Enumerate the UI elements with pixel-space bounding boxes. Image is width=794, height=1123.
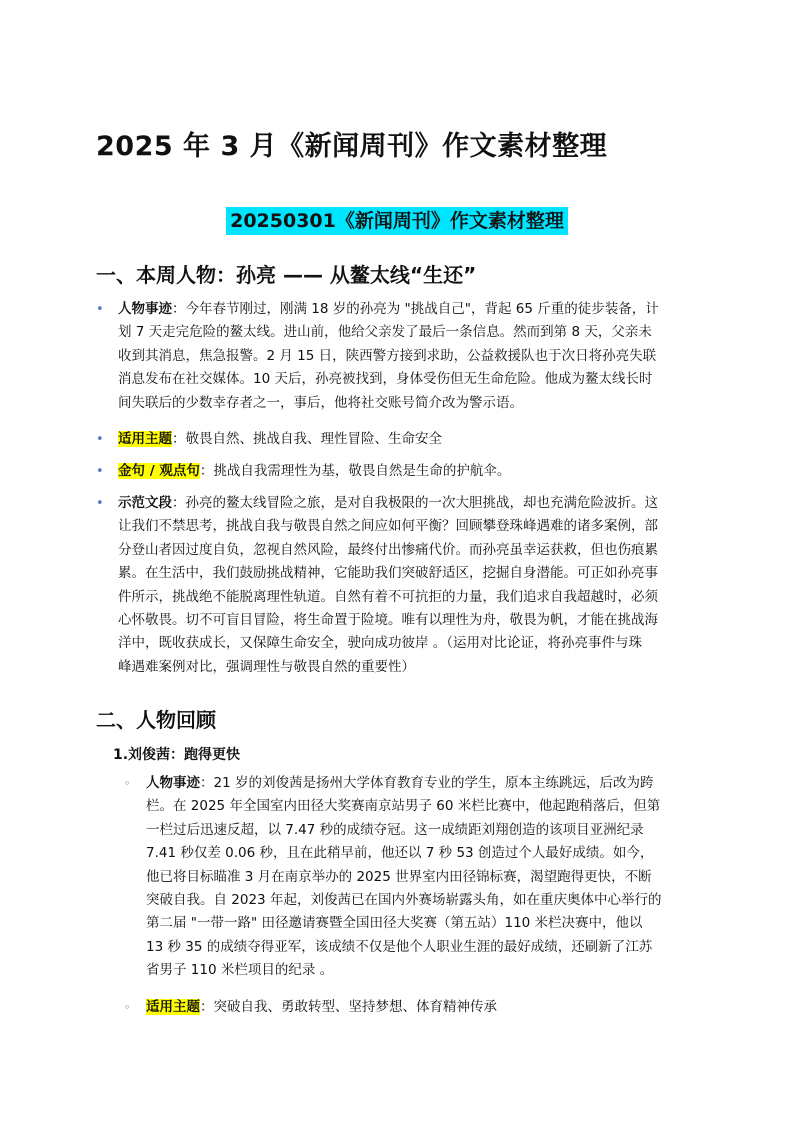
text-line: 7.41 秒仅差 0.06 秒，且在此稍早前，他还以 7 秒 53 创造过个人最好成绩。如今，	[146, 845, 654, 862]
text-line: ：挑战自我需理性为基，敬畏自然是生命的护航伞。	[199, 463, 511, 479]
text-line: ：今年春节刚过，刚满 18 岁的孙亮为 "挑战自己"，背起 65 斤重的徒步装备，计	[172, 301, 659, 317]
text-line: 累。在生活中，我们鼓励挑战精神，它能助我们突破舒适区，挖掘自身潜能。可正如孙亮事	[118, 565, 658, 582]
text-line: 第二届 "一带一路" 田径邀请赛暨全国田径大奖赛（第五站）110 米栏决赛中，他以	[146, 915, 643, 932]
text-line: 收到其消息，焦急报警。2 月 15 日，陕西警方接到求助，公益救援队也于次日将孙亮失联	[118, 347, 657, 364]
themes-label: 适用主题	[146, 999, 200, 1015]
bullet-icon: •	[96, 302, 104, 317]
text-line: 他已将目标瞄准 3 月在南京举办的 2025 世界室内田径锦标赛，渴望跑得更快，不断	[146, 868, 652, 885]
text-line: 突破自我。自 2023 年起，刘俊茜已在国内外赛场崭露头角，如在重庆奥体中心举行的	[146, 892, 662, 909]
text-line: 峰遇难案例对比，强调理性与敬畏自然的重要性）	[118, 658, 415, 675]
section1-quote	[118, 460, 700, 483]
subtitle-row	[0, 207, 794, 235]
person-subheading: 1.刘俊茜：跑得更快	[113, 747, 241, 763]
text-line: 件所示，挑战绝不能脱离理性轨道。自然有着不可抗拒的力量，我们追求自我超越时，必须	[118, 588, 658, 605]
section1-sample	[118, 492, 700, 679]
section1-themes	[118, 428, 700, 451]
section1-heading: 一、本周人物：孙亮 —— 从鳌太线“生还”	[96, 263, 477, 287]
bullet-icon: •	[96, 464, 104, 479]
text-line: ：孙亮的鳌太线冒险之旅，是对自我极限的一次大胆挑战，却也充满危险波折。这	[172, 495, 658, 511]
document-subtitle: 20250301《新闻周刊》作文素材整理	[226, 207, 568, 235]
text-line: 分登山者因过度自负，忽视自然风险，最终付出惨痛代价。而孙亮虽幸运获救，但也伤痕累	[118, 541, 658, 558]
text-line: ：敬畏自然、挑战自我、理性冒险、生命安全	[172, 431, 442, 447]
section2-deeds	[146, 772, 701, 983]
themes-label: 适用主题	[118, 431, 172, 447]
text-line: 划 7 天走完危险的鳌太线。进山前，他给父亲发了最后一条信息。然而到第 8 天，父亲未	[118, 324, 652, 341]
deeds-label: 人物事迹	[118, 301, 172, 317]
text-line: 间失联后的少数幸存者之一，事后，他将社交账号简介改为警示语。	[118, 394, 523, 411]
text-line: 让我们不禁思考，挑战自我与敬畏自然之间应如何平衡？回顾攀登珠峰遇难的诸多案例，部	[118, 518, 658, 535]
section2-heading: 二、人物回顾	[96, 708, 216, 732]
text-line: ：突破自我、勇敢转型、坚持梦想、体育精神传承	[200, 999, 497, 1015]
sample-label: 示范文段	[118, 495, 172, 511]
text-line: ：21 岁的刘俊茜是扬州大学体育教育专业的学生，原本主练跳远，后改为跨	[200, 775, 654, 791]
hollow-bullet-icon: ◦	[124, 1001, 131, 1014]
text-line: 13 秒 35 的成绩夺得亚军，该成绩不仅是他个人职业生涯的最好成绩，还刷新了江苏	[146, 938, 653, 955]
text-line: 一栏过后迅速反超，以 7.47 秒的成绩夺冠。这一成绩距刘翔创造的该项目亚洲纪录	[146, 821, 644, 838]
document-title: 2025 年 3 月《新闻周刊》作文素材整理	[96, 131, 608, 162]
deeds-label: 人物事迹	[146, 775, 200, 791]
section2-themes	[146, 996, 701, 1019]
text-line: 心怀敬畏。切不可盲目冒险，将生命置于险境。唯有以理性为舟，敬畏为帆，才能在挑战海	[118, 612, 658, 629]
section1-deeds	[118, 298, 700, 415]
text-line: 消息发布在社交媒体。10 天后，孙亮被找到，身体受伤但无生命危险。他成为鳌太线长时	[118, 371, 653, 388]
hollow-bullet-icon: ◦	[124, 777, 131, 790]
text-line: 省男子 110 米栏项目的纪录 。	[146, 962, 334, 979]
bullet-icon: •	[96, 496, 104, 511]
text-line: 洋中，既收获成长，又保障生命安全，驶向成功彼岸 。（运用对比论证，将孙亮事件与珠	[118, 635, 643, 652]
text-line: 栏。在 2025 年全国室内田径大奖赛南京站男子 60 米栏比赛中，他起跑稍落后，但第	[146, 798, 661, 815]
bullet-icon: •	[96, 432, 104, 447]
quote-label: 金句 / 观点句	[118, 463, 200, 479]
